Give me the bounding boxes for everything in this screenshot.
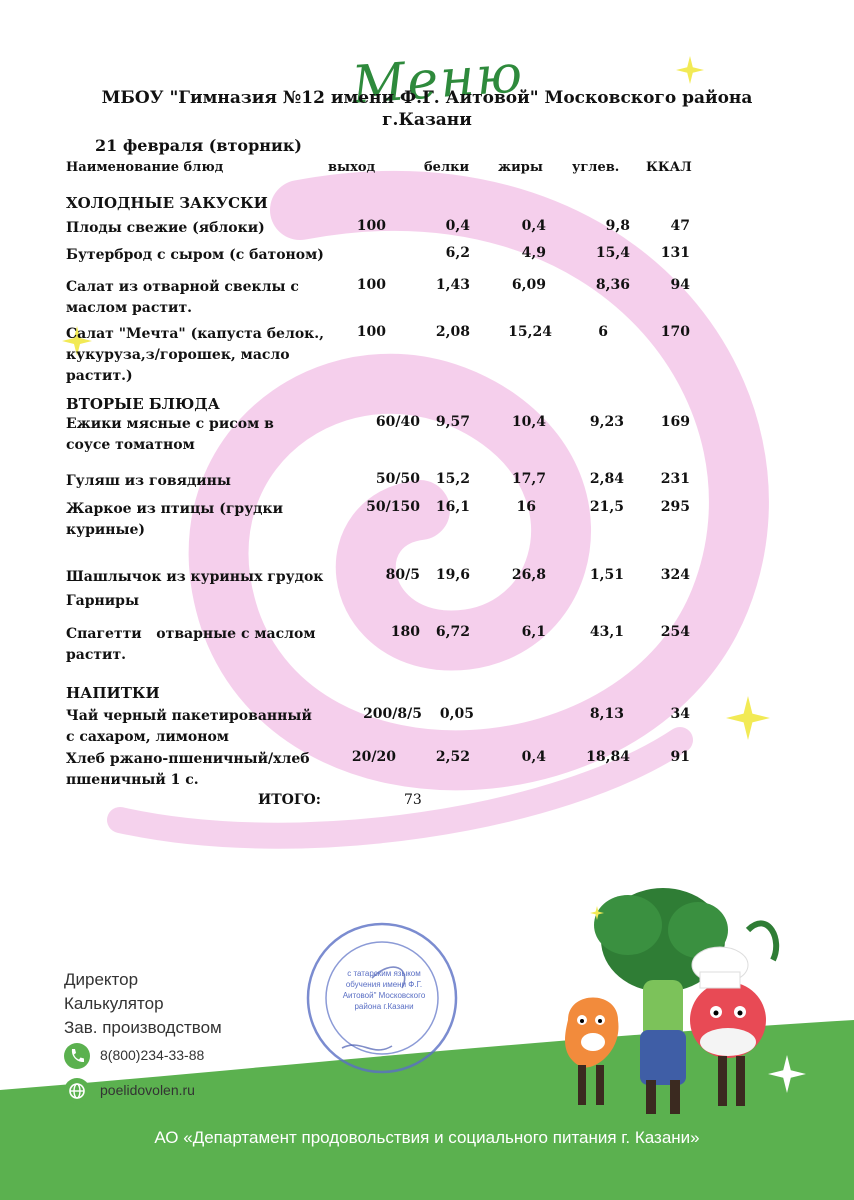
dish-protein: 19,6	[435, 567, 470, 583]
sparkle-icon	[676, 56, 704, 84]
dish-output: 20/20	[351, 749, 396, 765]
signature-calculator: Калькулятор	[64, 994, 164, 1013]
sparkle-icon	[726, 696, 770, 740]
dish-protein: 6,2	[445, 245, 470, 261]
dish-carbs: 15,4	[595, 245, 630, 261]
dish-carbs: 2,84	[589, 471, 624, 487]
dish-protein: 2,08	[435, 324, 470, 340]
school-title: МБОУ "Гимназия №12 имени Ф.Г. Аитовой" Московского района	[101, 88, 753, 108]
dish-protein: 1,43	[435, 277, 470, 293]
dish-output: 50/150	[366, 499, 420, 515]
globe-icon	[64, 1078, 90, 1104]
dish-carbs: 21,5	[589, 499, 624, 515]
dish-name: Хлеб ржано-пшеничный/хлеб пшеничный 1 с.	[66, 751, 310, 788]
dish-carbs: 8,13	[589, 706, 624, 722]
dish-fat: 6,09	[511, 277, 546, 293]
dish-name: Гуляш из говядины	[66, 473, 231, 489]
col-header-kcal: ККАЛ	[646, 160, 692, 175]
dish-name: Чай черный пакетированный с сахаром, лимоном	[66, 708, 312, 745]
dish-kcal: 170	[660, 324, 690, 340]
dish-carbs: 9,8	[605, 218, 630, 234]
col-header-output: выход	[328, 160, 376, 175]
sparkle-icon	[590, 906, 604, 920]
dish-fat: 0,4	[521, 749, 546, 765]
section-garnish: Гарниры	[66, 593, 139, 609]
dish-kcal: 324	[660, 567, 690, 583]
dish-protein: 16,1	[435, 499, 470, 515]
phone-icon	[64, 1043, 90, 1069]
dish-kcal: 169	[660, 414, 690, 430]
sparkle-icon	[768, 1055, 806, 1093]
dish-carbs: 9,23	[589, 414, 624, 430]
total-label: ИТОГО:	[258, 792, 321, 808]
col-header-protein: белки	[424, 160, 470, 175]
dish-fat: 17,7	[511, 471, 546, 487]
dish-name: Спагетти отварные с маслом растит.	[66, 626, 321, 663]
dish-name: Шашлычок из куриных грудок	[66, 569, 324, 585]
section-cold: ХОЛОДНЫЕ ЗАКУСКИ	[66, 194, 268, 212]
vegetable-characters	[548, 870, 788, 1120]
dish-kcal: 94	[670, 277, 690, 293]
dish-carbs: 1,51	[589, 567, 624, 583]
signature-production: Зав. производством	[64, 1018, 222, 1037]
dish-name: Бутерброд с сыром (с батоном)	[66, 247, 324, 263]
dish-output: 100	[356, 218, 386, 234]
dish-protein: 9,57	[435, 414, 470, 430]
dish-kcal: 91	[670, 749, 690, 765]
dish-fat: 0,4	[521, 218, 546, 234]
dish-carbs: 43,1	[589, 624, 624, 640]
section-drinks: НАПИТКИ	[66, 684, 160, 702]
dish-output: 100	[356, 324, 386, 340]
dish-kcal: 295	[660, 499, 690, 515]
dish-protein: 0,4	[445, 218, 470, 234]
dish-carbs: 6	[598, 324, 608, 340]
dish-carbs: 8,36	[595, 277, 630, 293]
menu-logo: Меню	[350, 44, 526, 116]
dish-protein: 2,52	[435, 749, 470, 765]
dish-fat: 6,1	[521, 624, 546, 640]
dish-name: Салат из отварной свеклы с маслом растит.	[66, 279, 299, 316]
dish-name: Жаркое из птицы (грудки куриные)	[66, 501, 283, 538]
dish-kcal: 131	[660, 245, 690, 261]
col-header-carbs: углев.	[572, 160, 620, 175]
website-link[interactable]: poelidovolen.ru	[100, 1082, 195, 1098]
section-main: ВТОРЫЕ БЛЮДА	[66, 395, 220, 413]
dish-kcal: 47	[670, 218, 690, 234]
dish-fat: 26,8	[511, 567, 546, 583]
phone-number[interactable]: 8(800)234-33-88	[100, 1047, 205, 1063]
dish-output: 80/5	[385, 567, 420, 583]
dish-output: 200/8/5	[363, 706, 422, 722]
dish-output: 50/50	[375, 471, 420, 487]
menu-date: 21 февраля (вторник)	[95, 136, 302, 155]
dish-kcal: 34	[670, 706, 690, 722]
dish-fat: 4,9	[521, 245, 546, 261]
dish-fat: 16	[516, 499, 536, 515]
dish-protein: 15,2	[435, 471, 470, 487]
dish-protein: 6,72	[435, 624, 470, 640]
dish-protein: 0,05	[439, 706, 474, 722]
total-value: 73	[404, 792, 422, 808]
dish-kcal: 254	[660, 624, 690, 640]
col-header-fat: жиры	[498, 160, 543, 175]
col-header-name: Наименование блюд	[66, 160, 224, 175]
school-city: г.Казани	[382, 110, 472, 130]
dish-output: 100	[356, 277, 386, 293]
footer-org-name: АО «Департамент продовольствия и социального питания г. Казани»	[154, 1128, 700, 1147]
dish-fat: 15,24	[508, 324, 552, 340]
dish-kcal: 231	[660, 471, 690, 487]
dish-output: 60/40	[375, 414, 420, 430]
signature-director: Директор	[64, 970, 139, 989]
stamp-text: с татарским языком обучения имени Ф.Г. Аитовой" Московского района г.Казани	[342, 969, 426, 1011]
dish-fat: 10,4	[511, 414, 546, 430]
dish-name: Плоды свежие (яблоки)	[66, 220, 265, 236]
dish-name: Салат "Мечта" (капуста белок., кукуруза,з/горошек, масло растит.)	[66, 326, 325, 384]
dish-output: 180	[390, 624, 420, 640]
dish-carbs: 18,84	[586, 749, 630, 765]
dish-name: Ежики мясные с рисом в соусе томатном	[66, 416, 274, 453]
